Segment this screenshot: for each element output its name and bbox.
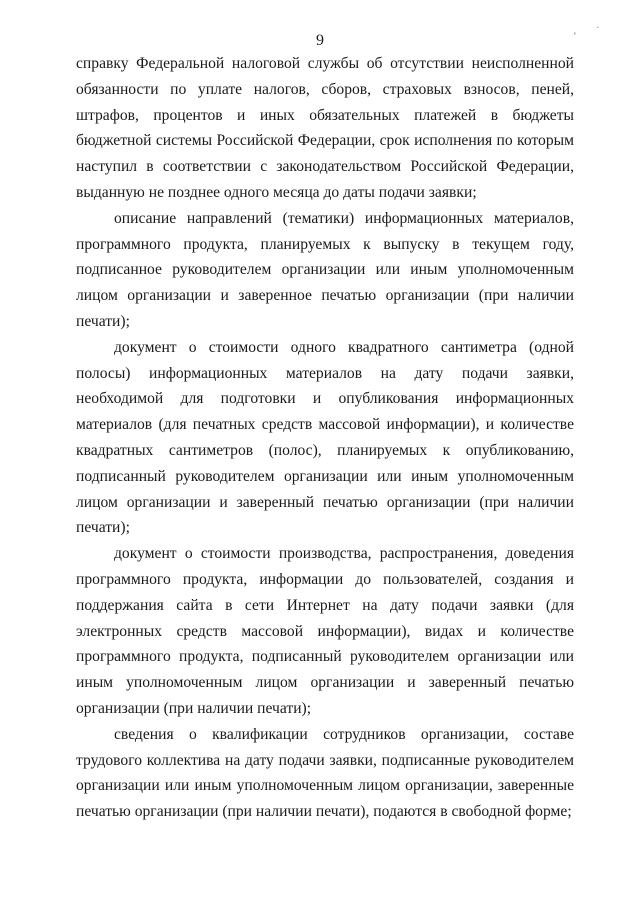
scan-mark-icon: ʻ bbox=[573, 30, 577, 42]
paragraph-electronic-cost-document: документ о стоимости производства, распространения, доведения программного продукта, информации до пользователей, создания и поддержания сайта в сети Интернет на дату подачи заявки (для электронных средств массовой информации), видах и количестве программного продукта, подписанный руководителем организации или иным уполномоченным лицом организации и заверенный печатью организации (при наличии печати); bbox=[76, 545, 574, 717]
paragraph-topics-description: описание направлений (тематики) информационных материалов, программного продукта, планируемых к выпуску в текущем году, подписанное руководителем организации или иным уполномоченным лицом организации и заверенное печатью организации (при наличии печати); bbox=[76, 209, 574, 330]
scan-mark-icon: · bbox=[596, 22, 600, 34]
page-number: 9 bbox=[316, 32, 324, 49]
document-body bbox=[76, 51, 574, 825]
paragraph-tax-certificate: справку Федеральной налоговой службы об отсутствии неисполненной обязанности по уплате налогов, сборов, страховых взносов, пеней, штрафов, процентов и иных обязательных платежей в бюджеты бюджетной системы Российской Федерации, срок исполнения по которым наступил в соответствии с законодательством Российской Федерации, выданную не позднее одного месяца до даты подачи заявки; bbox=[76, 55, 574, 201]
paragraph-staff-qualification: сведения о квалификации сотрудников организации, составе трудового коллектива на дату подачи заявки, подписанные руководителем организации или иным уполномоченным лицом организации, заверенные печатью организации (при наличии печати), подаются в свободной форме; bbox=[76, 725, 574, 821]
paragraph-print-cost-document: документ о стоимости одного квадратного сантиметра (одной полосы) информационных материалов на дату подачи заявки, необходимой для подготовки и опубликования информационных материалов (для печатных средств массовой информации), и количестве квадратных сантиметров (полос), планируемых к опубликованию, подписанный руководителем организации или иным уполномоченным лицом организации и заверенный печатью организации (при наличии печати); bbox=[76, 338, 574, 537]
